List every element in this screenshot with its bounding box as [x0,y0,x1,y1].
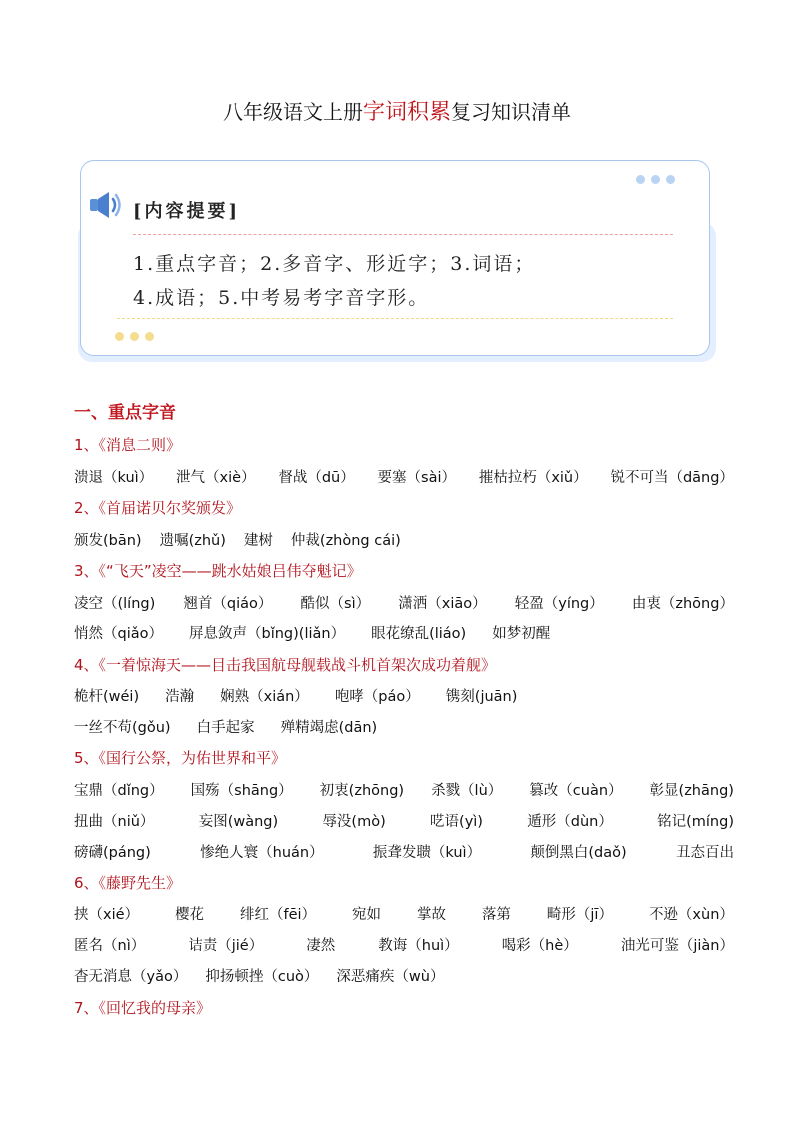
word-item: 匿名（nì） [74,938,146,954]
word-item: 磅礴(páng) [74,845,151,861]
word-item: 畸形（jī） [546,907,613,923]
word-row [74,466,734,487]
title-prefix: 八年级语文上册 [222,100,363,124]
title-suffix: 复习知识清单 [451,100,571,124]
word-item: 诘责（jié） [188,938,264,954]
word-item: 颠倒黑白(daǒ) [530,845,627,861]
word-item: 掌故 [416,907,446,923]
word-row [74,965,734,986]
word-item: 由衷（zhōng） [631,596,734,612]
lesson-title: 6、《藤野先生》 [74,874,182,892]
word-item: 振聋发聩（kuì） [372,845,482,861]
word-item: 桅杆(wéi) [74,689,140,705]
word-item: 辱没(mò) [322,814,386,830]
word-item: 挟（xié） [74,907,140,923]
word-row [74,779,734,800]
decorative-dots-top [636,175,675,184]
word-item: 油光可鉴（jiàn） [620,938,734,954]
word-item: 铭记(míng) [657,814,734,830]
word-item: 镌刻(juān) [445,689,518,705]
lesson-title: 4、《一着惊海天——目击我国航母舰载战斗机首架次成功着舰》 [74,656,497,674]
word-item: 初衷(zhōng) [319,783,405,799]
word-item: 惨绝人寰（huán） [200,845,324,861]
decorative-dots-bottom [115,332,154,341]
word-item: 仲裁(zhòng cái) [290,533,401,549]
lesson-title: 5、《国行公祭，为佑世界和平》 [74,749,287,767]
word-row [74,685,734,706]
word-item: 督战（dū） [278,470,355,486]
word-item: 遗嘱(zhǔ) [159,533,226,549]
word-row [74,622,734,643]
word-item: 深恶痛疾（wù） [336,969,445,985]
word-item: 篡改（cuàn） [529,783,623,799]
word-item: 浩瀚 [165,689,195,705]
lesson-title: 3、《“飞天”凌空——跳水姑娘吕伟夺魁记》 [74,562,362,580]
summary-line-1: 1.重点字音；2.多音字、形近字；3.词语； [133,253,536,275]
divider-red [133,234,673,235]
word-item: 国殇（shāng） [190,783,293,799]
word-item: 杳无消息（yǎo） [74,969,188,985]
word-row [74,716,734,737]
lesson-title: 2、《首届诺贝尔奖颁发》 [74,499,242,517]
word-item: 白手起家 [196,720,255,736]
summary-card [80,160,710,356]
word-item: 不逊（xùn） [648,907,734,923]
word-item: 落第 [481,907,511,923]
word-item: 锐不可当（dāng） [610,470,734,486]
word-row [74,934,734,955]
word-row [74,810,734,831]
word-item: 凄然 [306,938,336,954]
word-item: 喝彩（hè） [501,938,578,954]
word-item: 如梦初醒 [492,626,551,642]
word-item: 咆哮（páo） [334,689,420,705]
word-item: 悄然（qiǎo） [74,626,163,642]
word-item: 教诲（huì） [378,938,459,954]
word-item: 一丝不苟(gǒu) [74,720,171,736]
word-item: 抑扬顿挫（cuò） [205,969,319,985]
word-item: 呓语(yì) [430,814,483,830]
word-item: 娴熟（xián） [220,689,309,705]
word-item: 杀戮（lù） [431,783,503,799]
word-item: 酷似（sì） [300,596,371,612]
word-row [74,529,734,550]
lesson-title: 1、《消息二则》 [74,436,182,454]
word-row [74,841,734,862]
word-item: 遁形（dùn） [527,814,613,830]
word-item: 绯红（fēi） [239,907,317,923]
word-item: 要塞（sài） [377,470,457,486]
title-highlight: 字词积累 [362,100,451,125]
word-item: 潇洒（xiāo） [398,596,487,612]
word-item: 轻盈（yíng） [514,596,604,612]
word-item: 宛如 [352,907,381,923]
word-item: 丑态百出 [675,845,734,861]
lesson-title: 7、《回忆我的母亲》 [74,999,212,1017]
word-item: 彰显(zhāng) [649,783,734,799]
word-row [74,903,734,924]
word-item: 凌空（(líng) [74,596,156,612]
word-row [74,592,734,613]
word-item: 屏息敛声（bǐng)(liǎn） [189,626,346,642]
word-item: 溃退（kuì） [74,470,154,486]
word-item: 摧枯拉朽（xiǔ） [478,470,588,486]
speaker-icon [87,187,127,223]
word-item: 妄图(wàng) [198,814,279,830]
word-item: 翘首（qiáo） [183,596,273,612]
word-item: 颁发(bān) [74,533,142,549]
section-heading: 一、重点字音 [74,403,176,423]
summary-line-2: 4.成语；5.中考易考字音字形。 [133,287,430,309]
divider-yellow [117,318,673,319]
word-item: 樱花 [175,907,204,923]
word-item: 建树 [243,533,273,549]
word-item: 泄气（xiè） [175,470,256,486]
word-item: 宝鼎（dǐng） [74,783,164,799]
page-title [0,98,794,127]
word-item: 眼花缭乱(liáo) [371,626,467,642]
word-item: 扭曲（niǔ） [74,814,155,830]
summary-heading: [内容提要] [133,201,241,222]
word-item: 殚精竭虑(dān) [280,720,378,736]
